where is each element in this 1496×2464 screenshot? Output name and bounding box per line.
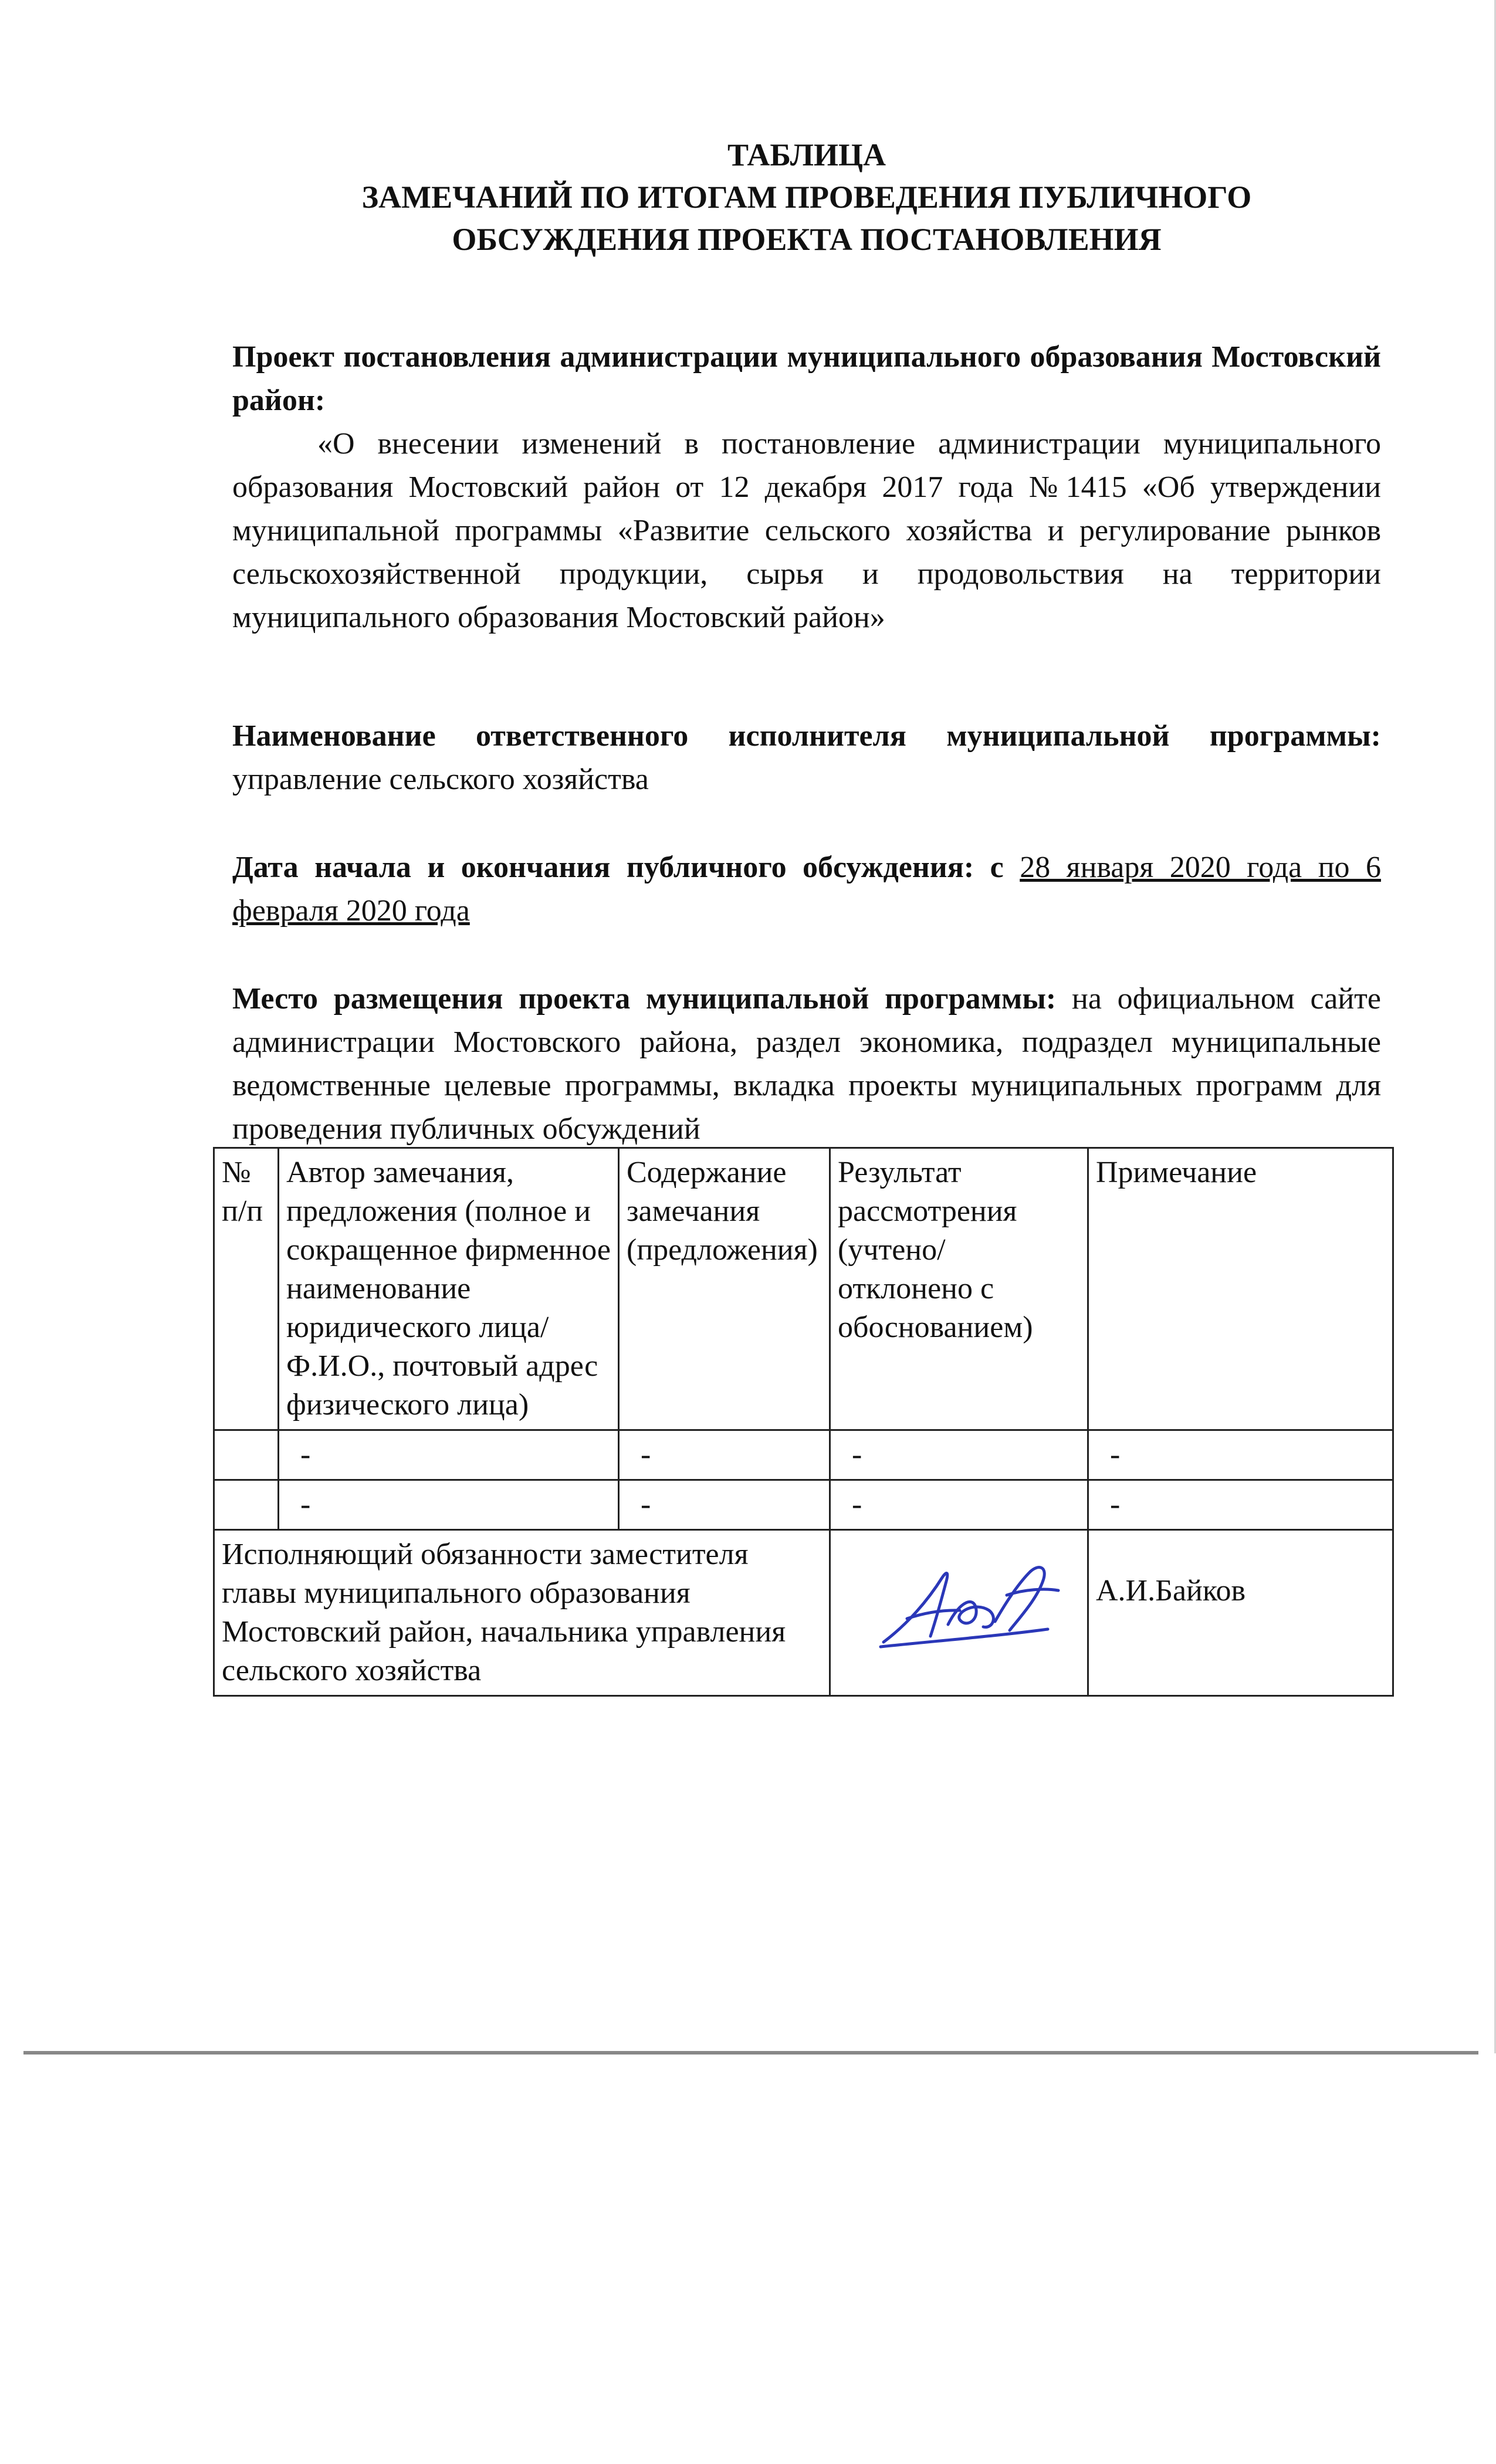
row-cell bbox=[214, 1480, 279, 1530]
signature-row bbox=[214, 1530, 1393, 1696]
table-row bbox=[214, 1430, 1393, 1480]
header-content: Содержание замечания (предложения) bbox=[619, 1148, 830, 1430]
executor-value: управление сельского хозяйства bbox=[232, 763, 649, 796]
document-title-line-3: ОБСУЖДЕНИЯ ПРОЕКТА ПОСТАНОВЛЕНИЯ bbox=[452, 222, 1162, 257]
project-label: Проект постановления администрации муниципального образования Мостовский район: bbox=[232, 340, 1381, 417]
executor-section bbox=[232, 715, 1381, 801]
signature-cell bbox=[830, 1530, 1088, 1696]
dates-value: 28 января 2020 года по 6 февраля 2020 года bbox=[232, 851, 1381, 928]
header-author: Автор замечания, предложения (полное и сокращенное фирменное наименование юридического лица/Ф.И.О., почтовый адрес физического лица) bbox=[279, 1148, 619, 1430]
remarks-table bbox=[213, 1147, 1394, 1697]
document-title-line-2: ЗАМЕЧАНИЙ ПО ИТОГАМ ПРОВЕДЕНИЯ ПУБЛИЧНОГО bbox=[361, 180, 1252, 215]
row-cell: - bbox=[279, 1430, 619, 1480]
project-text: «О внесении изменений в постановление администрации муниципального образования Мостовский район от 12 декабря 2017 года №1415 «Об утверждении муниципальной программы «Развитие сельского хозяйства и регулирование рынков сельскохозяйственной продукции, сырья и продовольствия на территории муниципального образования Мостовский район» bbox=[232, 427, 1381, 634]
table-header-row bbox=[214, 1148, 1393, 1430]
row-cell: - bbox=[1088, 1480, 1393, 1530]
document-body bbox=[232, 134, 1381, 1151]
header-note: Примечание bbox=[1088, 1148, 1393, 1430]
scan-edge-line bbox=[23, 2051, 1478, 2055]
handwritten-signature-icon bbox=[872, 1554, 1065, 1654]
project-section bbox=[232, 336, 1381, 422]
row-cell: - bbox=[279, 1480, 619, 1530]
signatory-name: А.И.Байков bbox=[1088, 1530, 1393, 1696]
placement-value: на официальном сайте администрации Мостовского района, раздел экономика, подраздел муниципальные ведомственные целевые программы, вкладка проекты муниципальных программ для проведения публичных обсуждений bbox=[232, 982, 1381, 1146]
dates-label: Дата начала и окончания публичного обсуждения: с bbox=[232, 851, 1020, 884]
placement-label: Место размещения проекта муниципальной программы: bbox=[232, 982, 1057, 1016]
table-row bbox=[214, 1480, 1393, 1530]
row-cell: - bbox=[830, 1480, 1088, 1530]
row-cell: - bbox=[619, 1480, 830, 1530]
document-title-line-1: ТАБЛИЦА bbox=[727, 137, 886, 172]
row-cell bbox=[214, 1430, 279, 1480]
row-cell: - bbox=[619, 1430, 830, 1480]
executor-label: Наименование ответственного исполнителя муниципальной программы: bbox=[232, 719, 1381, 753]
row-cell: - bbox=[830, 1430, 1088, 1480]
header-number: № п/п bbox=[214, 1148, 279, 1430]
row-cell: - bbox=[1088, 1430, 1393, 1480]
dates-section bbox=[232, 846, 1381, 933]
placement-section bbox=[232, 977, 1381, 1151]
header-result: Результат рассмотрения (учтено/ отклонено с обоснованием) bbox=[830, 1148, 1088, 1430]
signatory-position: Исполняющий обязанности заместителя главы муниципального образования Мостовский район, начальника управления сельского хозяйства bbox=[214, 1530, 830, 1696]
